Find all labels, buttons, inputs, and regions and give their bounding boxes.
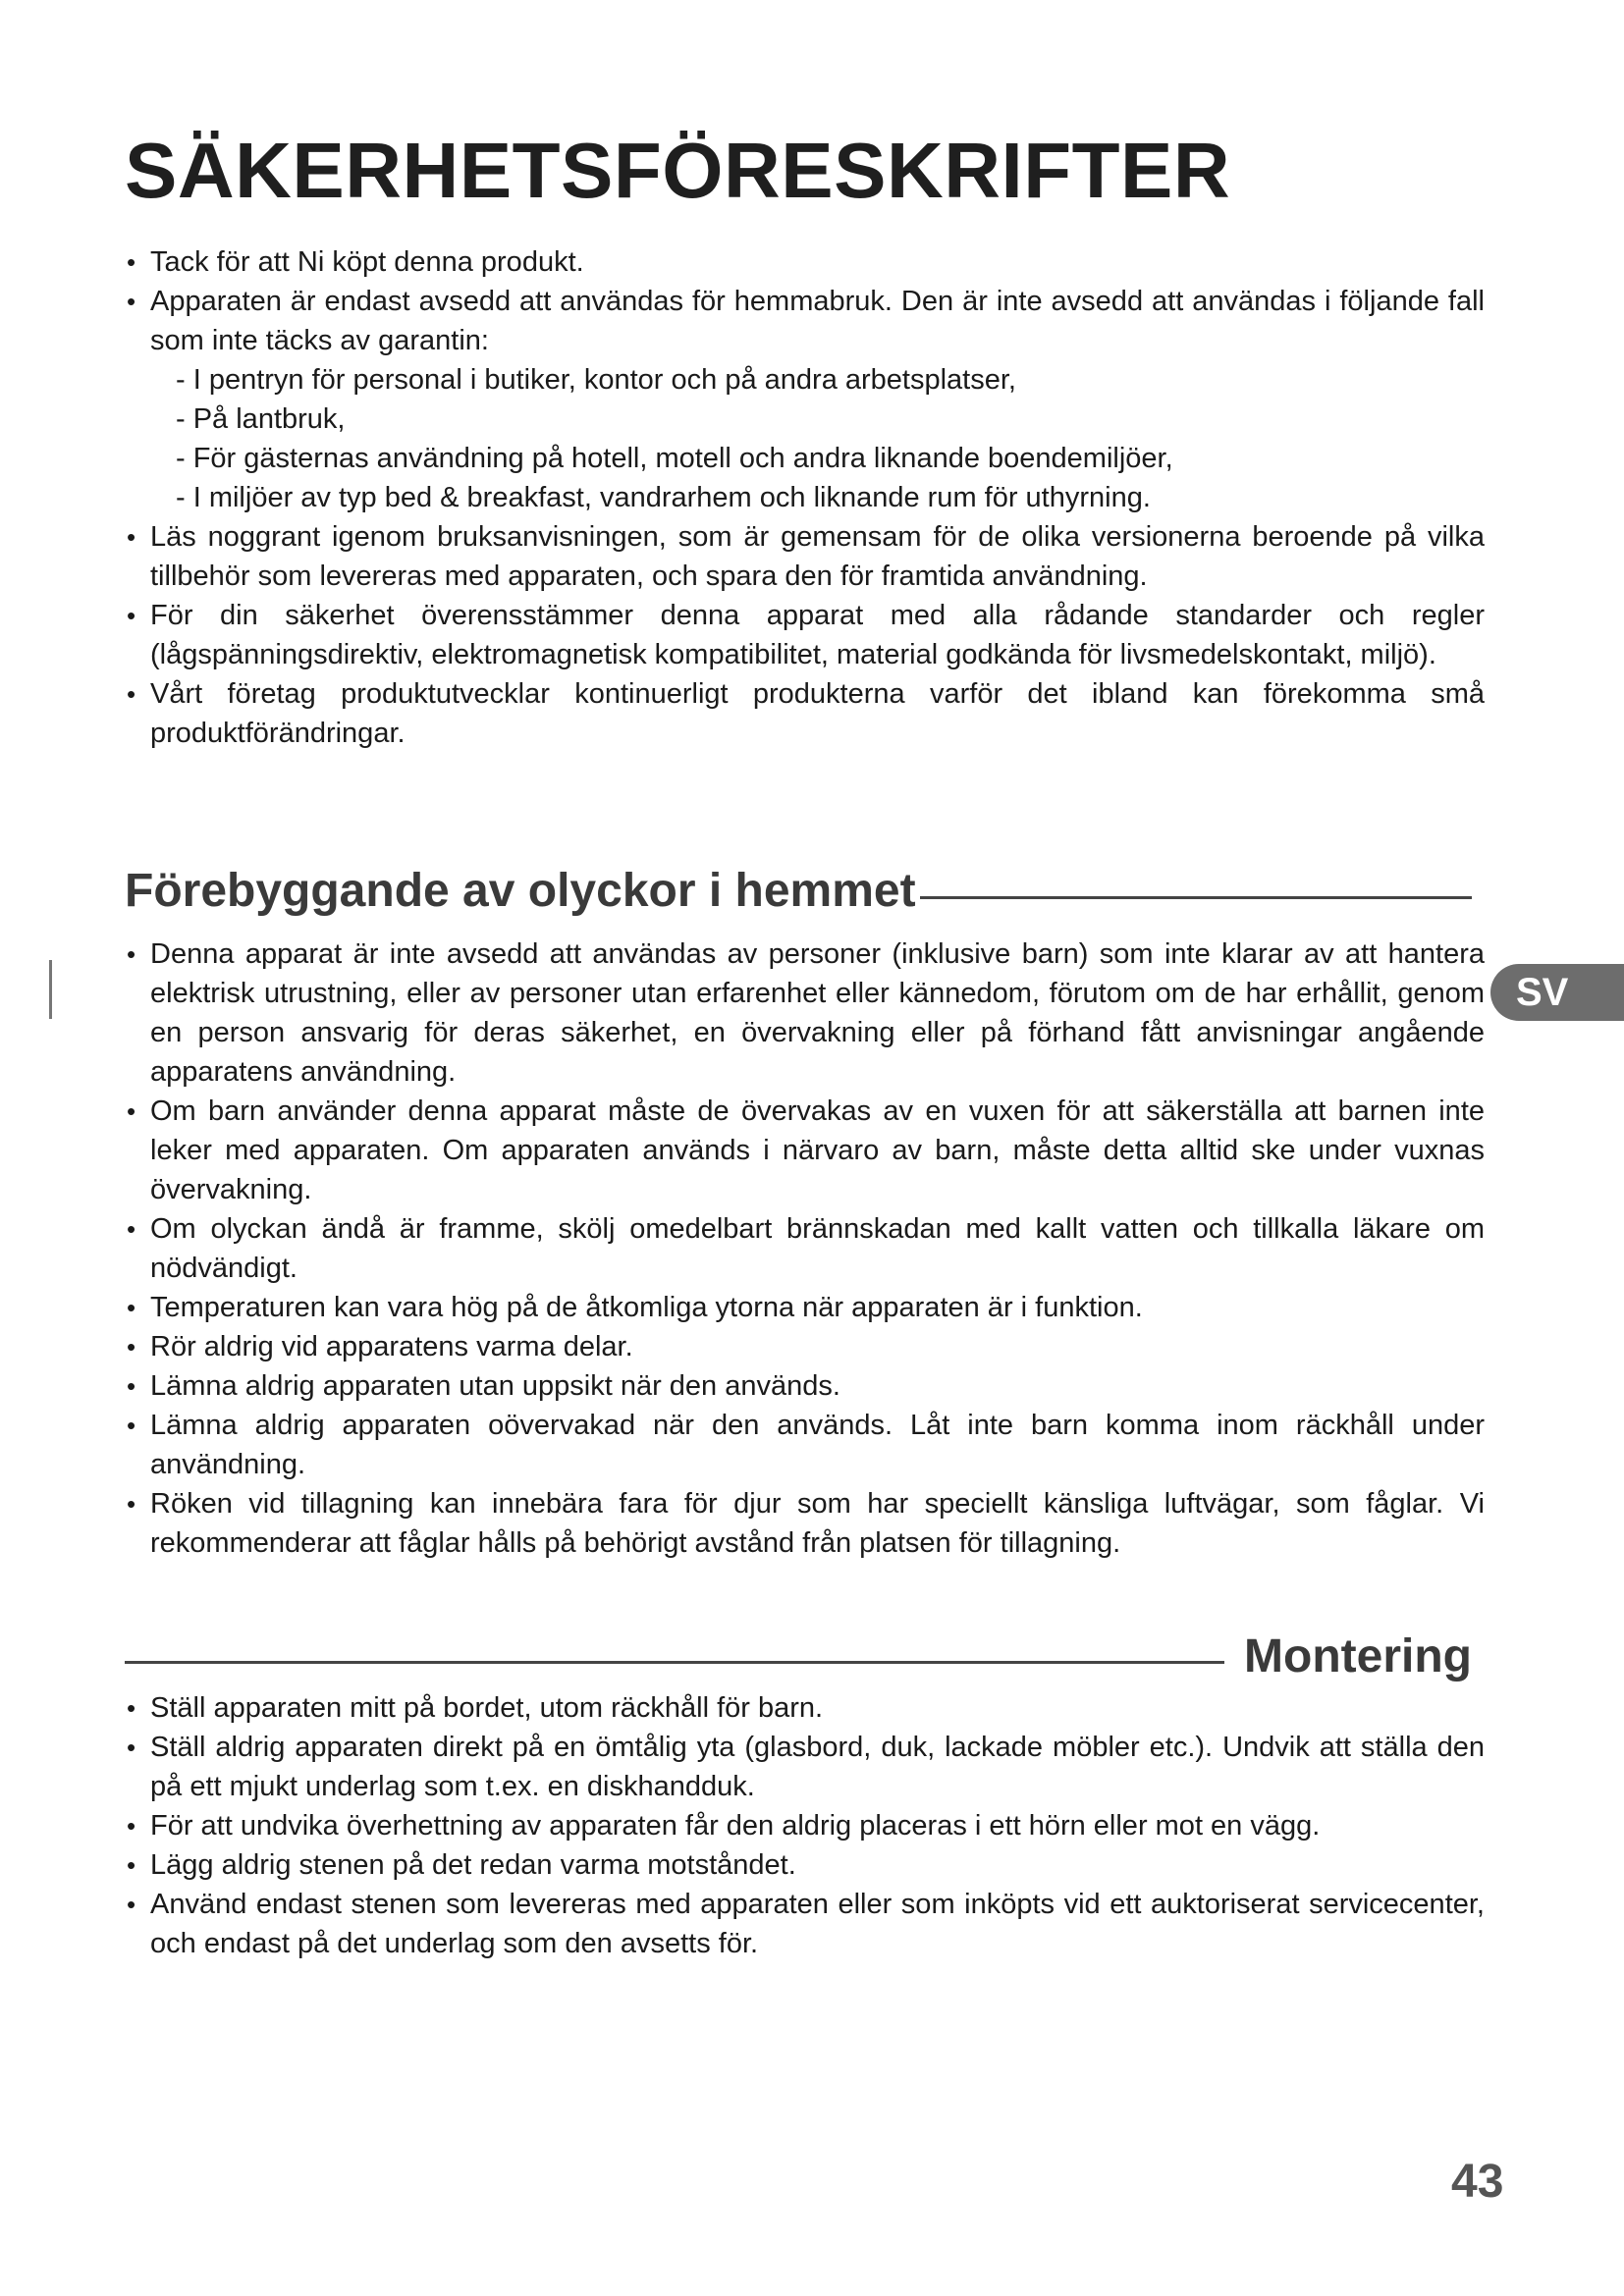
sub-item: - I pentryn för personal i butiker, kontor och på andra arbetsplatser, (176, 364, 1016, 396)
list-item: • Vårt företag produktutvecklar kontinuerligt produkterna varför det ibland kan förekomma små produktförändringar. (125, 674, 1485, 753)
intro-section (125, 242, 1485, 753)
language-tab: SV (1490, 964, 1624, 1021)
sub-item: - För gästernas användning på hotell, motell och andra liknande boendemiljöer, (176, 443, 1173, 474)
mounting-section (125, 1688, 1485, 1963)
list-item: • Om olyckan ändå är framme, skölj omedelbart brännskadan med kallt vatten och tillkalla läkare om nödvändigt. (125, 1209, 1485, 1288)
list-item: • Temperaturen kan vara hög på de åtkomliga ytorna när apparaten är i funktion. (125, 1288, 1485, 1327)
list-item: • Rör aldrig vid apparatens varma delar. (125, 1327, 1485, 1366)
heading-rule (920, 896, 1472, 899)
accidents-list (125, 934, 1485, 1563)
list-item: • Röken vid tillagning kan innebära fara för djur som har speciellt känsliga luftvägar, som fåglar. Vi rekommenderar att fåglar hålls på behörigt avstånd från platsen för tillagning. (125, 1484, 1485, 1563)
accidents-heading: Förebyggande av olyckor i hemmet (125, 865, 916, 917)
list-item: • Apparaten är endast avsedd att användas för hemmabruk. Den är inte avsedd att användas i följande fall som inte täcks av garantin: - I pentryn för personal i butiker, kontor och på andra arbetsplatser, - På lantbruk, - För gästernas användning på hotell, motell och andra liknande boendemiljöer, - I miljöer av typ bed & breakfast, vandrarhem och liknande rum för uthyrning. (125, 282, 1485, 517)
margin-mark (49, 960, 52, 1019)
list-item: • Använd endast stenen som levereras med apparaten eller som inköpts vid ett auktoriserat servicecenter, och endast på det underlag som den avsetts för. (125, 1885, 1485, 1963)
list-item: • Om barn använder denna apparat måste de övervakas av en vuxen för att säkerställa att barnen inte leker med apparaten. Om apparaten används i närvaro av barn, måste detta alltid ske under vuxnas övervakning. (125, 1092, 1485, 1209)
list-item: • För din säkerhet överensstämmer denna apparat med alla rådande standarder och regler (lågspänningsdirektiv, elektromagnetisk kompatibilitet, material godkända för livsmedelskontakt, miljö). (125, 596, 1485, 674)
heading-rule (125, 1661, 1224, 1664)
mounting-heading: Montering (1244, 1630, 1472, 1682)
page-number: 43 (1451, 2156, 1504, 2208)
list-item: • För att undvika överhettning av apparaten får den aldrig placeras i ett hörn eller mot en vägg. (125, 1806, 1485, 1845)
page-title: SÄKERHETSFÖRESKRIFTER (125, 127, 1231, 214)
list-item: • Ställ aldrig apparaten direkt på en ömtålig yta (glasbord, duk, lackade möbler etc.). Undvik att ställa den på ett mjukt underlag som t.ex. en diskhandduk. (125, 1728, 1485, 1806)
list-item: • Tack för att Ni köpt denna produkt. (125, 242, 1485, 282)
list-item: • Läs noggrant igenom bruksanvisningen, som är gemensam för de olika versionerna beroende på vilka tillbehör som levereras med apparaten, och spara den för framtida användning. (125, 517, 1485, 596)
sub-item: - I miljöer av typ bed & breakfast, vandrarhem och liknande rum för uthyrning. (176, 482, 1151, 513)
list-item: • Lämna aldrig apparaten oövervakad när den används. Låt inte barn komma inom räckhåll under användning. (125, 1406, 1485, 1484)
accidents-section (125, 934, 1485, 1563)
exclusion-sublist (150, 360, 1485, 517)
list-item: • Lägg aldrig stenen på det redan varma motståndet. (125, 1845, 1485, 1885)
mounting-list (125, 1688, 1485, 1963)
intro-list (125, 242, 1485, 753)
list-item: • Denna apparat är inte avsedd att användas av personer (inklusive barn) som inte klarar av att hantera elektrisk utrustning, eller av personer utan erfarenhet eller kännedom, förutom om de har erhållit, genom en person ansvarig för deras säkerhet, en övervakning eller på förhand fått anvisningar angående apparatens användning. (125, 934, 1485, 1092)
mounting-heading-row (125, 1629, 1472, 1683)
list-item: • Lämna aldrig apparaten utan uppsikt när den används. (125, 1366, 1485, 1406)
list-item: • Ställ apparaten mitt på bordet, utom räckhåll för barn. (125, 1688, 1485, 1728)
accidents-heading-row (125, 864, 1472, 918)
sub-item: - På lantbruk, (176, 403, 346, 435)
